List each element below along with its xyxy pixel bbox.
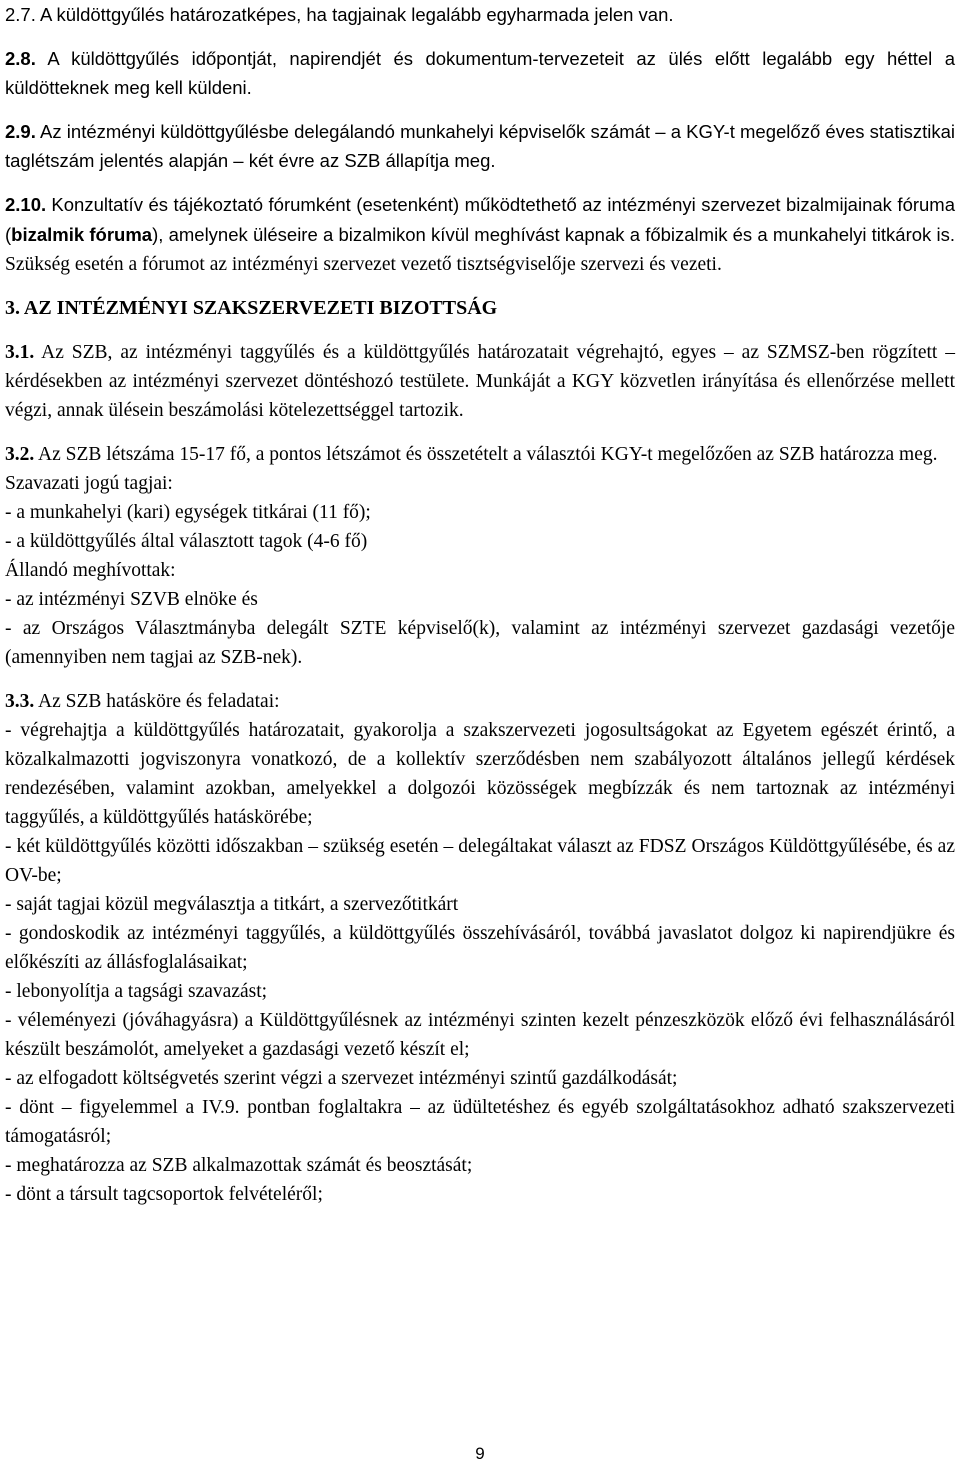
list-item: - dönt a társult tagcsoportok felvételéről; <box>5 1184 323 1205</box>
list-item: - két küldöttgyűlés közötti időszakban – szükség esetén – delegáltakat választ az FDSZ Országos Küldöttgyűlésébe, és az OV-be; <box>5 836 955 886</box>
paragraph-3-2 <box>5 440 955 469</box>
paragraph-3-3 <box>5 687 955 716</box>
paragraph-text: Az SZB, az intézményi taggyűlés és a küldöttgyűlés határozatait végrehajtó, egyes – az SZMSZ-ben rögzített – kérdésekben az intézményi szervezet döntéshozó testülete. <box>5 342 955 392</box>
list-item: - gondoskodik az intézményi taggyűlés, a küldöttgyűlés összehívásáról, továbbá javaslatot dolgoz ki napirendjükre és előkészíti az állásfoglalásaikat; <box>5 923 955 973</box>
paragraph-2-8 <box>5 44 955 102</box>
paragraph-text: A küldöttgyűlés határozatképes, ha tagjainak legalább egyharmada jelen van. <box>39 4 674 25</box>
list-item: - meghatározza az SZB alkalmazottak számát és beosztását; <box>5 1155 473 1176</box>
section-number: 2.7. <box>5 4 36 25</box>
paragraph-2-7 <box>5 0 955 29</box>
section-number: 2.8. <box>5 48 36 69</box>
paragraph-3-1 <box>5 338 955 425</box>
bold-term: bizalmik fóruma <box>11 224 153 245</box>
paragraph-text: Az intézményi küldöttgyűlésbe delegálandó munkahelyi képviselők számát – a KGY-t megelőző éves statisztikai taglétszám jelentés alapján – két évre az SZB állapítja meg. <box>5 121 955 171</box>
paragraph-text: Konzultatív és tájékoztató fórumként (esetenként) működtethető az intézményi szervezet bizalmijainak fóruma ( <box>5 194 956 245</box>
paragraph-text: Az SZB létszáma 15-17 fő, a pontos létszámot és összetételt a választói KGY-t megelőzően az SZB határozza meg. <box>34 444 938 465</box>
list-item: - az intézményi SZVB elnöke és <box>5 589 258 610</box>
paragraph-text: Az SZB hatásköre és feladatai: <box>34 691 280 712</box>
invited-label: Állandó meghívottak: <box>5 560 176 581</box>
paragraph-text: A küldöttgyűlés időpontját, napirendjét és dokumentum-tervezeteit az ülés előtt legalább egy héttel a küldötteknek meg kell küldeni. <box>5 48 956 98</box>
list-item: - az Országos Választmányba delegált SZTE képviselő(k), valamint az intézményi szervezet gazdasági vezetője (amennyiben nem tagjai az SZB-nek). <box>5 618 955 668</box>
section-number: 3.2. <box>5 444 35 465</box>
section-number: 3.3. <box>5 691 35 712</box>
list-item: - lebonyolítja a tagsági szavazást; <box>5 981 268 1002</box>
paragraph-text: Munkáját a KGY közvetlen irányítása és ellenőrzése mellett végzi, annak ülésein beszámolási kötelezettséggel tartozik. <box>5 371 955 421</box>
list-item: - dönt – figyelemmel a IV.9. pontban foglaltakra – az üdültetéshez és egyéb szolgáltatásokhoz adható szakszervezeti támogatásról; <box>5 1097 955 1147</box>
section-heading-3: 3. AZ INTÉZMÉNYI SZAKSZERVEZETI BIZOTTSÁG <box>5 297 498 319</box>
section-number: 2.9. <box>5 121 36 142</box>
section-number: 3.1. <box>5 342 35 363</box>
paragraph-text: Szükség esetén a fórumot az intézményi szervezet vezető tisztségviselője szervezi és vezeti. <box>5 254 722 275</box>
list-item: - az elfogadott költségvetés szerint végzi a szervezet intézményi szintű gazdálkodását; <box>5 1068 678 1089</box>
list-item: - véleményezi (jóváhagyásra) a Küldöttgyűlésnek az intézményi szinten kezelt pénzeszközök előző évi felhasználásáról készült beszámolót, amelyeket a gazdasági vezető készít el; <box>5 1010 955 1060</box>
list-item: - végrehajtja a küldöttgyűlés határozatait, gyakorolja a szakszervezeti jogosultságokat az Egyetem egészét érintő, a közalkalmazotti jogviszonyra vonatkozó, de a kollektív szerződésben nem szabályozott általános jellegű kérdések rendezésében, valamint azokban, amelyekkel a dolgozói közösségek megbízzák és nem tartoznak az intézményi taggyűlés, a küldöttgyűlés hatáskörébe; <box>5 720 955 828</box>
list-item: - a küldöttgyűlés által választott tagok (4-6 fő) <box>5 531 368 552</box>
paragraph-2-9 <box>5 117 955 175</box>
paragraph-text: ), amelynek üléseire a bizalmikon kívül meghívást kapnak a főbizalmik és a munkahelyi titkárok is. <box>152 224 955 245</box>
voting-members-label: Szavazati jogú tagjai: <box>5 473 173 494</box>
section-number: 2.10. <box>5 194 47 215</box>
paragraph-2-10 <box>5 190 955 279</box>
list-item: - a munkahelyi (kari) egységek titkárai (11 fő); <box>5 502 371 523</box>
list-item: - saját tagjai közül megválasztja a titkárt, a szervezőtitkárt <box>5 894 459 915</box>
page-number: 9 <box>475 1444 485 1463</box>
